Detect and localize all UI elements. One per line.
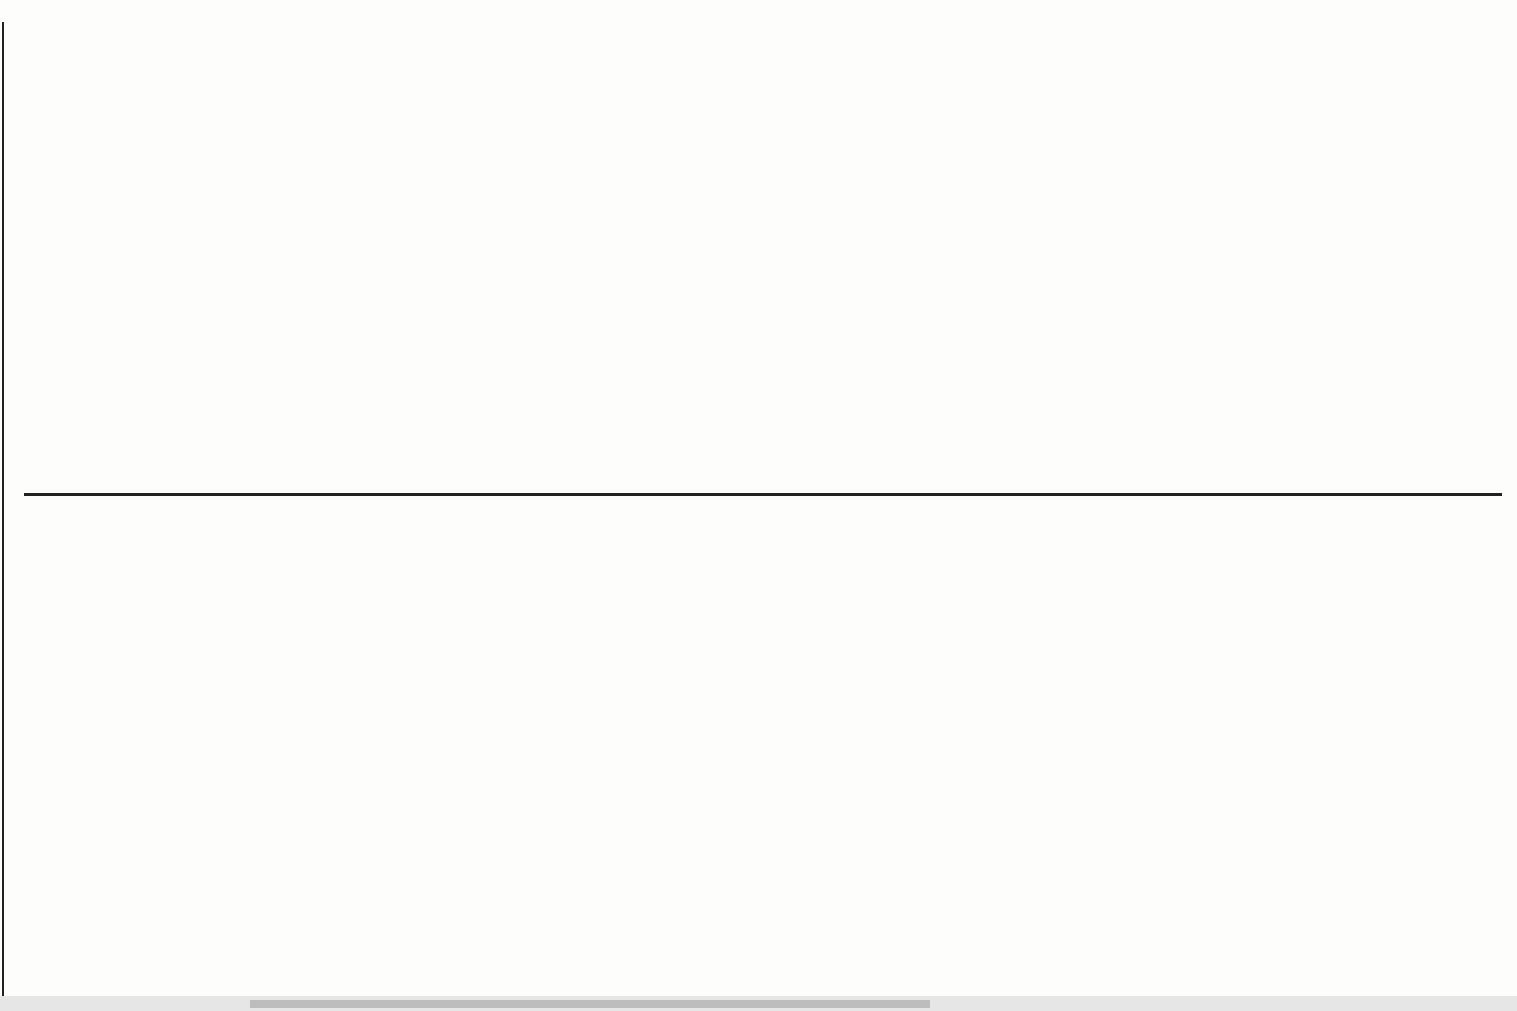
section-divider [24,493,1502,496]
left-border-line [2,22,4,997]
article-section [3,22,1503,492]
horizontal-scrollbar[interactable] [0,996,1517,1011]
lower-section [3,518,1503,988]
scrollbar-thumb[interactable] [250,1000,930,1008]
